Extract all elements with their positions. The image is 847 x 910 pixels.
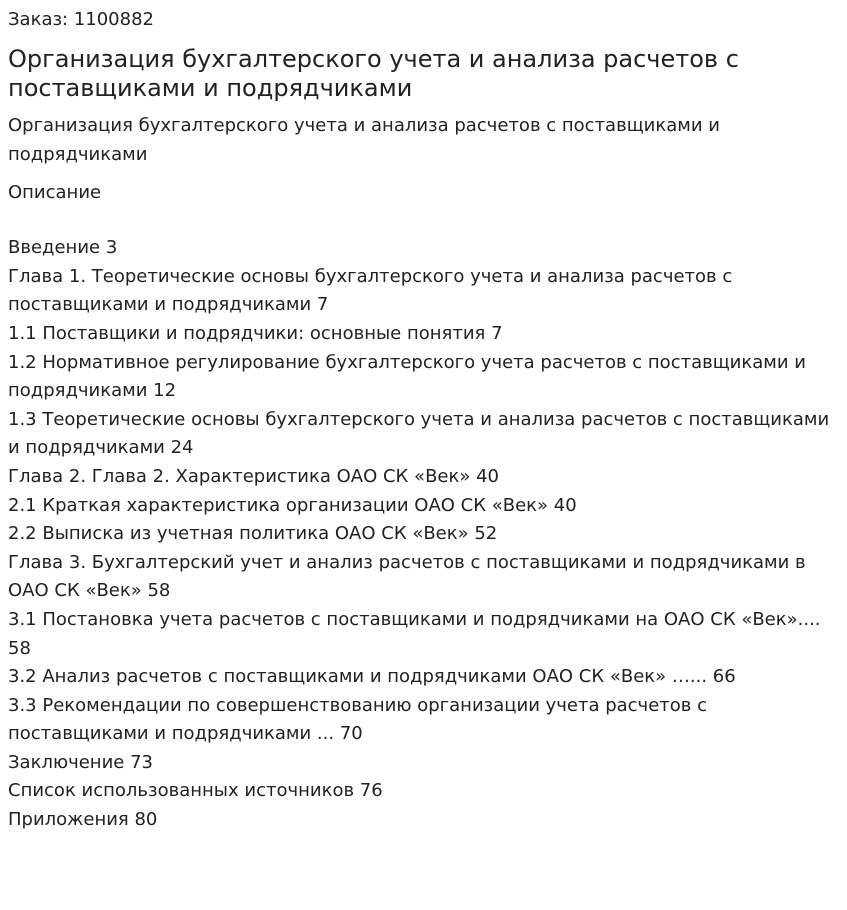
page-title: Организация бухгалтерского учета и анализа расчетов с поставщиками и подрядчиками [8,45,739,102]
toc-item: 3.2 Анализ расчетов с поставщиками и подрядчиками ОАО СК «Век» …... 66 [8,666,736,688]
toc-item: Введение 3 [8,237,118,259]
toc-item: 1.3 Теоретические основы бухгалтерского учета и анализа расчетов с поставщиками и подрядчиками 24 [8,408,830,459]
toc-item: 3.3 Рекомендации по совершенствованию организации учета расчетов с поставщиками и подрядчиками ... 70 [8,694,707,745]
order-number: Заказ: 1100882 [8,9,154,30]
toc-item: 1.2 Нормативное регулирование бухгалтерского учета расчетов с поставщиками и подрядчиками 12 [8,351,806,402]
toc-item: 2.2 Выписка из учетная политика ОАО СК «Век» 52 [8,523,498,545]
table-of-contents [8,234,839,834]
description-heading: Описание [8,182,102,204]
toc-item: Глава 2. Глава 2. Характеристика ОАО СК «Век» 40 [8,465,500,487]
toc-item: Приложения 80 [8,809,158,831]
toc-item: 3.1 Постановка учета расчетов с поставщиками и подрядчиками на ОАО СК «Век».... 58 [8,608,821,659]
toc-item: Глава 3. Бухгалтерский учет и анализ расчетов с поставщиками и подрядчиками в ОАО СК «Век» 58 [8,551,806,602]
toc-item: 1.1 Поставщики и подрядчики: основные понятия 7 [8,322,503,344]
toc-item: Глава 1. Теоретические основы бухгалтерского учета и анализа расчетов с поставщиками и подрядчиками 7 [8,265,733,316]
toc-item: Список использованных источников 76 [8,780,383,802]
page-subtitle: Организация бухгалтерского учета и анализа расчетов с поставщиками и подрядчиками [8,115,720,165]
toc-item: 2.1 Краткая характеристика организации ОАО СК «Век» 40 [8,494,577,516]
toc-item: Заключение 73 [8,751,153,773]
